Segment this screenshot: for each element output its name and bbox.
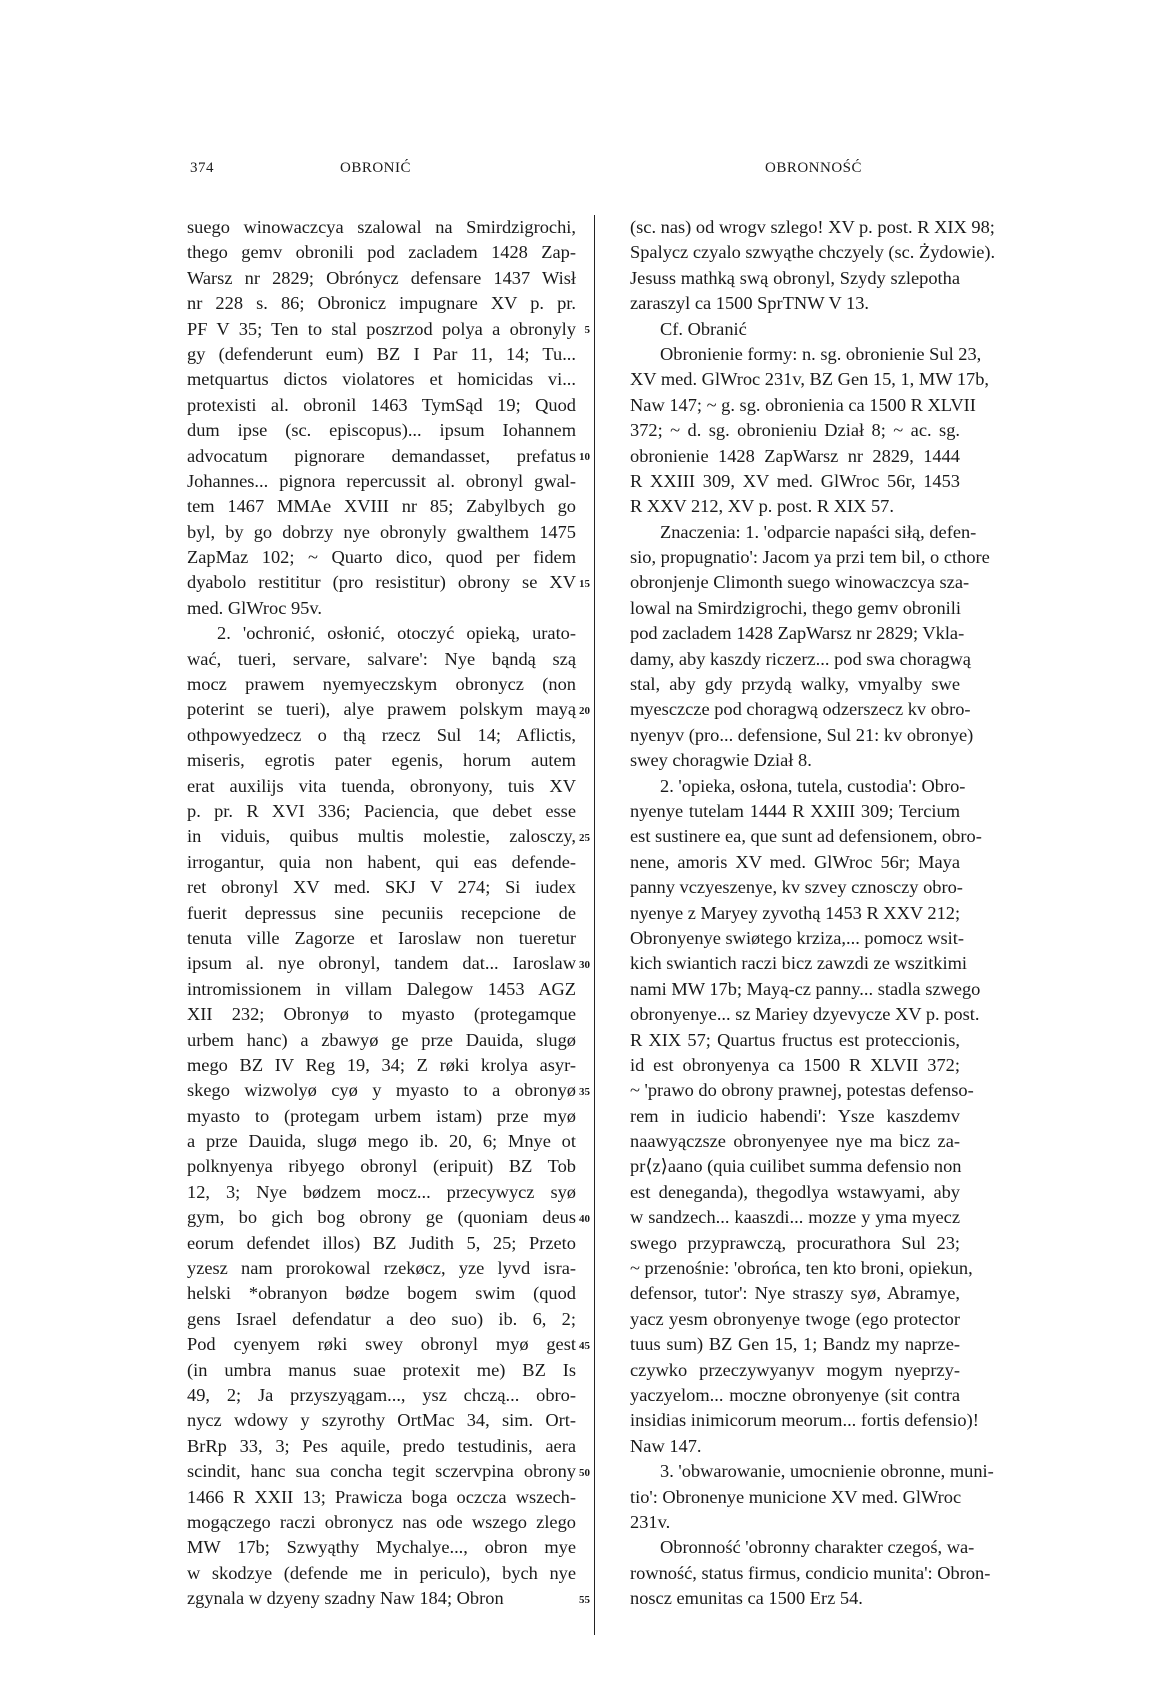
text-line: mego BZ IV Reg 19, 34; Z røki krolya asyr-	[187, 1054, 576, 1075]
text-line: miseris, egrotis pater egenis, horum autem	[187, 750, 576, 771]
line-number: 10	[579, 450, 590, 463]
text-line: panny vczyeszenye, kv szvey cznosczy obro-	[630, 877, 963, 898]
text-line: MW 17b; Szwyąthy Mychalye..., obron mye	[187, 1537, 576, 1558]
text-line: a prze Dauida, slugø mego ib. 20, 6; Mnye ot	[187, 1131, 576, 1152]
line-number: 55	[579, 1593, 590, 1606]
text-line: othpowyedzecz o thą rzecz Sul 14; Aflictis,	[187, 724, 576, 745]
text-line: pod zacladem 1428 ZapWarsz nr 2829; Vkla-	[630, 623, 965, 644]
line-number: 15	[579, 577, 590, 590]
text-line: pr⟨z⟩aano (quia cuilibet summa defensio non	[630, 1156, 962, 1177]
text-line: zgynala w dzyeny szadny Naw 184; Obron	[187, 1588, 504, 1609]
text-line: Obronienie formy: n. sg. obronienie Sul 23,	[660, 343, 982, 364]
text-line: 372; ~ d. sg. obronieniu Dział 8; ~ ac. sg.	[630, 420, 960, 441]
text-line: dum ipse (sc. episcopus)... ipsum Iohannem	[187, 420, 576, 441]
text-line: p. pr. R XVI 336; Paciencia, que debet esse	[187, 800, 576, 821]
text-line: ZapMaz 102; ~ Quarto dico, quod per fidem	[187, 547, 576, 568]
page-number: 374	[190, 160, 214, 176]
text-line: obronjenje Climonth suego winowaczcya sza-	[630, 572, 970, 593]
text-line: Znaczenia: 1. 'odparcie napaści siłą, defen-	[660, 521, 977, 542]
text-line: suego winowaczcya szalowal na Smirdzigrochi,	[187, 217, 576, 237]
text-line: nr 228 s. 86; Obronicz impugnare XV p. pr.	[187, 293, 576, 314]
line-number-gutter	[576, 215, 600, 1635]
line-number: 5	[584, 323, 590, 336]
text-line: irrogantur, quia non habent, qui eas defende-	[187, 851, 576, 872]
text-line: tem 1467 MMAe XVIII nr 85; Zabylbych go	[187, 496, 576, 517]
text-line: gens Israel defendatur a deo suo) ib. 6, 2;	[187, 1308, 576, 1329]
text-line: yaczyelom... moczne obronyenye (sit contra	[630, 1384, 960, 1405]
text-line: protexisti al. obronil 1463 TymSąd 19; Quod	[187, 394, 576, 415]
text-line: zaraszyl ca 1500 SprTNW V 13.	[630, 293, 870, 314]
text-line: 231v.	[630, 1511, 671, 1532]
left-column	[187, 215, 576, 1611]
text-line: tuus sum) BZ Gen 15, 1; Bandz my naprze-	[630, 1334, 960, 1355]
text-line: R XXV 212, XV p. post. R XIX 57.	[630, 496, 894, 517]
text-line: ret obronyl XV med. SKJ V 274; Si iudex	[187, 877, 576, 898]
text-line: Warsz nr 2829; Obrónycz defensare 1437 Wisł	[187, 267, 576, 288]
line-number: 45	[579, 1339, 590, 1352]
text-line: est deneganda), thegodlya wstawyami, aby	[630, 1181, 960, 1202]
line-number: 50	[579, 1466, 590, 1479]
column-divider	[594, 215, 595, 1635]
text-line: myesczcze pod choragwą odzerszecz kv obro-	[630, 699, 971, 720]
left-running-title: OBRONIĆ	[340, 160, 412, 176]
text-line: sio, propugnatio': Jacom ya przi tem bil, o cthore	[630, 547, 990, 568]
line-number: 20	[579, 704, 590, 717]
text-line: stal, aby gdy przydą walky, vmyalby swe	[630, 674, 960, 695]
text-line: obronienie 1428 ZapWarsz nr 2829, 1444	[630, 445, 960, 466]
text-line: Jesuss mathką swą obronyl, Szydy szlepotha	[630, 267, 960, 288]
text-line: czywko przeczywyanyv mogym nyeprzy-	[630, 1359, 960, 1380]
text-line: 1466 R XXII 13; Prawicza boga oczcza wszech-	[187, 1486, 576, 1507]
text-line: obronyenye... sz Mariey dzyevycze XV p. post.	[630, 1004, 980, 1025]
text-line: tio': Obronenye municione XV med. GlWroc	[630, 1486, 962, 1507]
text-line: advocatum pignorare demandasset, prefatus	[187, 445, 576, 466]
text-line: tenuta ville Zagorze et Iaroslaw non tueretur	[187, 927, 576, 948]
line-number: 35	[579, 1085, 590, 1098]
text-line: XV med. GlWroc 231v, BZ Gen 15, 1, MW 17b,	[630, 369, 990, 390]
text-line: est sustinere ea, que sunt ad defensionem, obro-	[630, 826, 982, 847]
text-line: swego przyprawczą, procurathora Sul 23;	[630, 1232, 960, 1253]
text-line: byl, by go dobrzy nye obronyly gwalthem 1475	[187, 521, 576, 542]
text-line: id est obronyenya ca 1500 R XLVII 372;	[630, 1054, 960, 1075]
text-line: Obronyenye swiøtego krziza,... pomocz wsit-	[630, 927, 965, 948]
text-line: 2. 'ochronić, osłonić, otoczyć opieką, urato-	[217, 623, 576, 644]
text-line: nami MW 17b; Mayą-cz panny... stadla szwego	[630, 978, 981, 999]
text-line: yacz yesm obronyenye twoge (ego protector	[630, 1308, 960, 1329]
running-header	[190, 160, 950, 184]
text-line: polknyenya ribyego obronyl (eripuit) BZ Tob	[187, 1156, 576, 1177]
text-line: nyenye z Maryey zyvothą 1453 R XXV 212;	[630, 902, 961, 923]
text-line: swey choragwie Dział 8.	[630, 750, 812, 771]
line-number: 30	[579, 958, 590, 971]
text-line: Pod cyenyem røki swey obronyl myø gest	[187, 1334, 576, 1355]
text-line: BrRp 33, 3; Pes aquile, predo testudinis, aera	[187, 1435, 576, 1456]
text-line: rowność, status firmus, condicio munita': Obron-	[630, 1562, 991, 1583]
text-line: med. GlWroc 95v.	[187, 597, 322, 618]
text-line: PF V 35; Ten to stal poszrzod polya a obronyly	[187, 318, 576, 339]
text-line: eorum defendet illos) BZ Judith 5, 25; Przeto	[187, 1232, 576, 1253]
text-line: metquartus dictos violatores et homicidas vi...	[187, 369, 576, 390]
right-column	[630, 215, 996, 1611]
line-number: 25	[579, 831, 590, 844]
text-line: myasto to (protegam urbem istam) prze myø	[187, 1105, 576, 1126]
text-line: ~ 'prawo do obrony prawnej, potestas defenso-	[630, 1080, 974, 1101]
text-line: urbem hanc) a zbawyø ge prze Dauida, slugø	[187, 1029, 576, 1050]
text-line: (in umbra manus suae protexit me) BZ Is	[187, 1359, 576, 1380]
text-line: Spalycz czyalo szwyąthe chczyely (sc. Żydowie).	[630, 242, 996, 263]
text-line: naawyączsze obronyenyee nye ma bicz za-	[630, 1131, 960, 1152]
text-line: helski *obranyon bødze bogem swim (quod	[187, 1283, 576, 1304]
text-line: (sc. nas) od wrogv szlego! XV p. post. R XIX 98;	[630, 217, 995, 237]
right-running-title: OBRONNOŚĆ	[765, 160, 863, 176]
text-line: mocz prawem nyemyeczskym obronycz (non	[187, 674, 576, 695]
text-line: Johannes... pignora repercussit al. obronyl gwal-	[187, 470, 576, 491]
text-line: nycz wdowy y szyrothy OrtMac 34, sim. Ort-	[187, 1410, 576, 1431]
text-line: damy, aby kaszdy riczerz... pod swa choragwą	[630, 648, 971, 669]
text-line: erat auxilijs vita tuenda, obronyony, tuis XV	[187, 775, 576, 796]
text-line: yzesz nam prorokowal rzekøcz, yze lyvd isra-	[187, 1258, 576, 1279]
text-line: dyabolo restititur (pro resistitur) obrony se XV	[187, 572, 576, 593]
text-line: wać, tueri, servare, salvare': Nye bąndą szą	[187, 648, 576, 669]
text-line: gym, bo gich bog obrony ge (quoniam deus	[187, 1207, 576, 1228]
text-line: 2. 'opieka, osłona, tutela, custodia': Obro-	[660, 775, 966, 796]
text-line: XII 232; Obronyø to myasto (protegamque	[187, 1004, 576, 1025]
text-line: nyenye tutelam 1444 R XXIII 309; Tercium	[630, 800, 960, 821]
text-line: poterint se tueri), alye prawem polskym mayą	[187, 699, 576, 720]
text-line: 49, 2; Ja przyszyągam..., ysz chczą... obro-	[187, 1384, 576, 1405]
text-line: Naw 147; ~ g. sg. obronienia ca 1500 R XLVII	[630, 394, 976, 415]
text-line: lowal na Smirdzigrochi, thego gemv obronili	[630, 597, 961, 618]
text-line: skego wizwolyø cyø y myasto to a obronyø	[187, 1080, 576, 1101]
text-line: mogączego raczi obronycz nas ode wszego zlego	[187, 1511, 576, 1532]
text-line: kich swiantich raczi bicz zawzdi ze wszitkimi	[630, 953, 968, 974]
text-line: w sandzech... kaaszdi... mozze y yma myecz	[630, 1207, 960, 1228]
text-line: nyenyv (pro... defensione, Sul 21: kv obronye)	[630, 724, 974, 745]
text-line: ~ przenośnie: 'obrońca, ten kto broni, opiekun,	[630, 1258, 973, 1279]
text-line: Cf. Obranić	[660, 318, 747, 339]
text-line: intromissionem in villam Dalegow 1453 AGZ	[187, 978, 576, 999]
text-line: fuerit depressus sine pecuniis recepcione de	[187, 902, 576, 923]
text-line: in viduis, quibus multis molestie, zalosczy,	[187, 826, 576, 847]
text-line: ipsum al. nye obronyl, tandem dat... Iaroslaw	[187, 953, 576, 974]
text-line: noscz emunitas ca 1500 Erz 54.	[630, 1588, 863, 1609]
text-line: gy (defenderunt eum) BZ I Par 11, 14; Tu...	[187, 343, 576, 364]
text-line: defensor, tutor': Nye straszy syø, Abramye,	[630, 1283, 960, 1304]
text-line: rem in iudicio habendi': Ysze kaszdemv	[630, 1105, 960, 1126]
text-line: R XIX 57; Quartus fructus est proteccionis,	[630, 1029, 960, 1050]
text-line: thego gemv obronili pod zacladem 1428 Zap-	[187, 242, 576, 263]
text-line: scindit, hanc sua concha tegit sczervpina obrony	[187, 1461, 576, 1482]
text-line: nene, amoris XV med. GlWroc 56r; Maya	[630, 851, 960, 872]
line-number: 40	[579, 1212, 590, 1225]
text-line: Obronność 'obronny charakter czegoś, wa-	[660, 1537, 975, 1558]
text-line: R XXIII 309, XV med. GlWroc 56r, 1453	[630, 470, 960, 491]
text-line: 12, 3; Nye bødzem mocz... przecywycz syø	[187, 1181, 576, 1202]
text-line: 3. 'obwarowanie, umocnienie obronne, muni-	[660, 1461, 994, 1482]
text-line: w skodzye (defende me in periculo), bych nye	[187, 1562, 576, 1583]
text-line: Naw 147.	[630, 1435, 702, 1456]
text-line: insidias inimicorum meorum... fortis defensio)!	[630, 1410, 979, 1431]
